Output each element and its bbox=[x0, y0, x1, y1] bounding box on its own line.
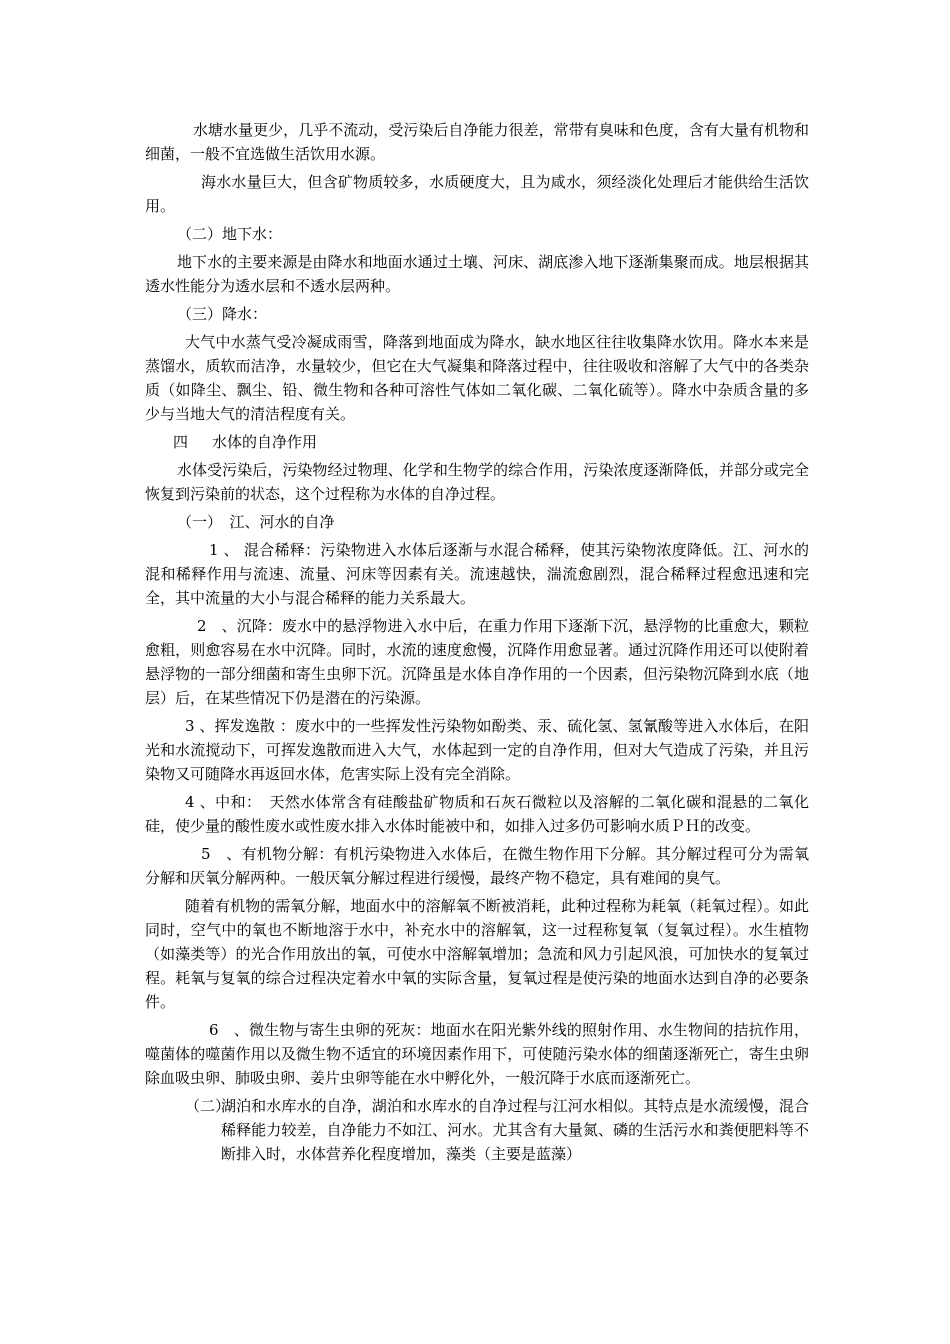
paragraph-lake-reservoir bbox=[145, 1094, 809, 1166]
paragraph-dilution: 1 、 混合稀释：污染物进入水体后逐渐与水混合稀释，使其污染物浓度降低。江、河水的混和稀释作用与流速、流量、河床等因素有关。流速越快，湍流愈剧烈，混合稀释过程愈迅速和完全，其中流量的大小与混合稀释的能力关系最大。 bbox=[145, 541, 809, 607]
paragraph-neutralization: 4 、中和： 天然水体常含有硅酸盐矿物质和石灰石微粒以及溶解的二氧化碳和混悬的二氧化硅，使少量的酸性废水或性废水排入水体时能被中和，如排入过多仍可影响水质ＰＨ的改变。 bbox=[145, 793, 809, 835]
section-title: 水体的自净作用 bbox=[212, 433, 318, 451]
list-number: （二） bbox=[185, 1097, 231, 1115]
paragraph-groundwater: 地下水的主要来源是由降水和地面水通过土壤、河床、湖底渗入地下逐渐集聚而成。地层根据其透水性能分为透水层和不透水层两种。 bbox=[145, 253, 809, 295]
paragraph-sedimentation: 2 、沉降：废水中的悬浮物进入水中后，在重力作用下逐渐下沉，悬浮物的比重愈大，颗粒愈粗，则愈容易在水中沉降。同时，水流的速度愈慢，沉降作用愈显著。通过沉降作用还可以使附着悬浮物的一部分细菌和寄生虫卵下沉。沉降虽是水体自净作用的一个因素，但污染物沉降到水底（地层）后，在某些情况下仍是潜在的污染源。 bbox=[145, 617, 809, 707]
list-text: 湖泊和水库水的自净，湖泊和水库水的自净过程与江河水相似。其特点是水流缓慢，混合稀释能力较差，自净能力不如江、河水。尤其含有大量氮、磷的生活污水和粪便肥料等不断排入时，水体营养化程度增加，藻类（主要是蓝藻） bbox=[221, 1097, 809, 1163]
paragraph-self-purification-def: 水体受污染后，污染物经过物理、化学和生物学的综合作用，污染浓度逐渐降低，并部分或完全恢复到污染前的状态，这个过程称为水体的自净过程。 bbox=[145, 461, 809, 503]
section-number: 四 bbox=[173, 433, 189, 451]
heading-groundwater: （二）地下水： bbox=[177, 225, 283, 243]
paragraph-volatilization: 3 、挥发逸散 ：废水中的一些挥发性污染物如酚类、汞、硫化氢、氢氰酸等进入水体后，在阳光和水流搅动下，可挥发逸散而进入大气，水体起到一定的自净作用，但对大气造成了污染，并且污染物又可随降水再返回水体，危害实际上没有完全消除。 bbox=[145, 717, 809, 783]
heading-precipitation: （三）降水： bbox=[177, 305, 268, 323]
heading-self-purification bbox=[145, 430, 809, 454]
document-body bbox=[145, 118, 809, 1170]
paragraph-sea-water: 海水水量巨大，但含矿物质较多，水质硬度大，且为咸水，须经淡化处理后才能供给生活饮用。 bbox=[145, 173, 809, 215]
paragraph-microbe-death: 6 、微生物与寄生虫卵的死灰：地面水在阳光紫外线的照射作用、水生物间的拮抗作用，噬菌体的噬菌作用以及微生物不适宜的环境因素作用下，可使随污染水体的细菌逐渐死亡，寄生虫卵除血吸虫卵、肺吸虫卵、姜片虫卵等能在水中孵化外，一般沉降于水底而逐渐死亡。 bbox=[145, 1021, 809, 1087]
paragraph-pond-water: 水塘水量更少，几乎不流动，受污染后自净能力很差，常带有臭味和色度，含有大量有机物和细菌，一般不宜选做生活饮用水源。 bbox=[145, 121, 809, 163]
paragraph-oxygen-balance: 随着有机物的需氧分解，地面水中的溶解氧不断被消耗，此种过程称为耗氧（耗氧过程）。如此同时，空气中的氧也不断地溶于水中，补充水中的溶解氧，这一过程称复氧（复氧过程）。水生植物（如藻类等）的光合作用放出的氧，可使水中溶解氧增加；急流和风力引起风浪，可加快水的复氧过程。耗氧与复氧的综合过程决定着水中氧的实际含量，复氧过程是使污染的地面水达到自净的必要条件。 bbox=[145, 897, 809, 1011]
paragraph-precipitation: 大气中水蒸气受冷凝成雨雪，降落到地面成为降水，缺水地区往往收集降水饮用。降水本来是蒸馏水，质软而洁净，水量较少，但它在大气凝集和降落过程中，往往吸收和溶解了大气中的各类杂质（如降尘、飘尘、铅、微生物和各种可溶性气体如二氧化碳、二氧化硫等）。降水中杂质含量的多少与当地大气的清洁程度有关。 bbox=[145, 333, 809, 423]
heading-river-purification: （一） 江、河水的自净 bbox=[177, 513, 335, 531]
paragraph-organic-decomposition: 5 、有机物分解：有机污染物进入水体后，在微生物作用下分解。其分解过程可分为需氧分解和厌氧分解两种。一般厌氧分解过程进行缓慢，最终产物不稳定，具有难闻的臭气。 bbox=[145, 845, 809, 887]
